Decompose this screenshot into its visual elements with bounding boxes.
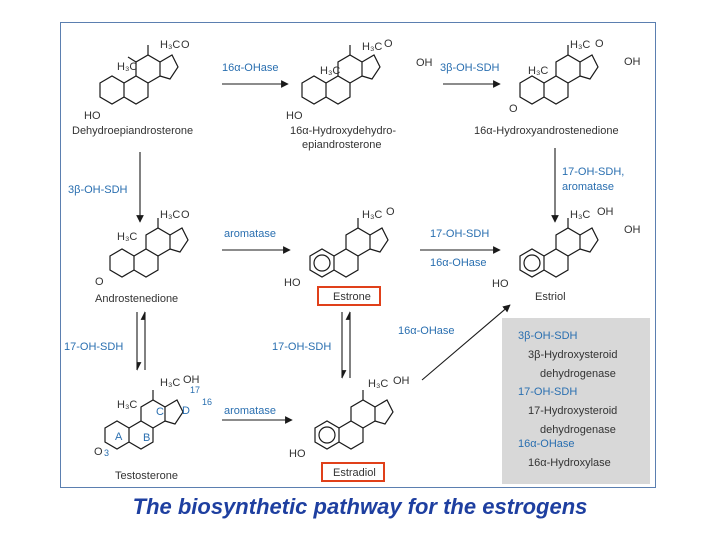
structure-androstenedione xyxy=(110,218,188,277)
enzyme-17-oh-sdh-1: 17-OH-SDH xyxy=(430,228,490,240)
arrow-estradiol-to-estriol xyxy=(422,305,510,380)
andro-keto-17: O xyxy=(181,209,190,221)
structure-estrone xyxy=(310,218,388,277)
testo-keto-3: O xyxy=(94,446,103,458)
enzyme-aromatase-2: aromatase xyxy=(224,405,276,417)
ohdhea-hydroxy-3: HO xyxy=(286,110,303,122)
label-16oh-androstenedione: 16α-Hydroxyandrostenedione xyxy=(474,125,619,137)
ohdhea-keto-17: O xyxy=(384,38,393,50)
enzyme-17-oh-sdh-2: 17-OH-SDH xyxy=(64,341,124,353)
legend-full-3b-oh-sdh-1: 3β-Hydroxysteroid xyxy=(528,349,618,361)
estradiol-hydroxy-17: OH xyxy=(393,375,410,387)
testo-methyl-19: H₃C xyxy=(117,399,138,411)
label-estradiol: Estradiol xyxy=(333,467,376,479)
ohdhea-methyl-19: H₃C xyxy=(320,65,341,77)
label-16oh-dhea-line2: epiandrosterone xyxy=(302,139,382,151)
structure-16oh-dhea xyxy=(302,45,380,104)
ring-label-a: A xyxy=(115,431,123,443)
ohandro-methyl-19: H₃C xyxy=(528,65,549,77)
label-dhea: Dehydroepiandrosterone xyxy=(72,125,194,137)
enzyme-17-oh-sdh-arom-2: aromatase xyxy=(562,181,614,193)
andro-methyl-19: H₃C xyxy=(117,231,138,243)
structure-estriol xyxy=(520,218,598,277)
ring-label-b: B xyxy=(143,432,151,444)
testo-hydroxy-17: OH xyxy=(183,374,200,386)
legend-abbr-16a-ohase: 16α-OHase xyxy=(518,438,575,450)
ohandro-methyl-18: H₃C xyxy=(570,39,591,51)
label-16oh-dhea-line1: 16α-Hydroxydehydro- xyxy=(290,125,397,137)
ring-label-d: D xyxy=(182,405,190,417)
label-testosterone: Testosterone xyxy=(115,470,178,482)
legend-full-16a-ohase: 16α-Hydroxylase xyxy=(528,457,611,469)
legend-full-17-oh-sdh-1: 17-Hydroxysteroid xyxy=(528,405,618,417)
structure-estradiol xyxy=(315,390,393,449)
label-estriol: Estriol xyxy=(535,291,566,303)
estradiol-methyl-18: H₃C xyxy=(368,378,389,390)
position-17: 17 xyxy=(190,385,201,395)
enzyme-16a-ohase-1: 16α-OHase xyxy=(222,62,279,74)
dhea-methyl-18: H₃C xyxy=(160,39,181,51)
andro-methyl-18: H₃C xyxy=(160,209,181,221)
estriol-hydroxy-16: OH xyxy=(624,224,641,236)
label-androstenedione: Androstenedione xyxy=(95,293,179,305)
ring-label-c: C xyxy=(156,406,164,418)
ohandro-keto-3: O xyxy=(509,103,518,115)
estriol-hydroxy-3: HO xyxy=(492,278,509,290)
position-3: 3 xyxy=(104,448,110,458)
andro-keto-3: O xyxy=(95,276,104,288)
structure-dhea xyxy=(100,45,178,104)
estrone-methyl-18: H₃C xyxy=(362,209,383,221)
estrone-hydroxy-3: HO xyxy=(284,277,301,289)
legend-full-3b-oh-sdh-2: dehydrogenase xyxy=(540,368,616,380)
dhea-methyl-19: H₃C xyxy=(117,61,138,73)
testo-methyl-18: H₃C xyxy=(160,377,181,389)
ohandro-hydroxy-16: OH xyxy=(624,56,641,68)
enzyme-16a-ohase-2: 16α-OHase xyxy=(430,257,487,269)
ohdhea-hydroxy-16: OH xyxy=(416,57,433,69)
estriol-hydroxy-17: OH xyxy=(597,206,614,218)
enzyme-3b-oh-sdh-2: 3β-OH-SDH xyxy=(68,184,128,196)
estradiol-hydroxy-3: HO xyxy=(289,448,306,460)
estrone-keto-17: O xyxy=(386,206,395,218)
label-estrone: Estrone xyxy=(333,291,371,303)
figure-caption: The biosynthetic pathway for the estrogens xyxy=(132,494,588,519)
legend-abbr-3b-oh-sdh: 3β-OH-SDH xyxy=(518,330,578,342)
dhea-keto-17: O xyxy=(181,39,190,51)
position-16: 16 xyxy=(202,397,213,407)
legend-full-17-oh-sdh-2: dehydrogenase xyxy=(540,424,616,436)
ohandro-keto-17: O xyxy=(595,38,604,50)
enzyme-aromatase-1: aromatase xyxy=(224,228,276,240)
enzyme-16a-ohase-3: 16α-OHase xyxy=(398,325,455,337)
estriol-methyl-18: H₃C xyxy=(570,209,591,221)
enzyme-17-oh-sdh-3: 17-OH-SDH xyxy=(272,341,332,353)
legend-abbr-17-oh-sdh: 17-OH-SDH xyxy=(518,386,578,398)
ohdhea-methyl-18: H₃C xyxy=(362,41,383,53)
enzyme-3b-oh-sdh-1: 3β-OH-SDH xyxy=(440,62,500,74)
dhea-hydroxy-3: HO xyxy=(84,110,101,122)
enzyme-17-oh-sdh-arom-1: 17-OH-SDH, xyxy=(562,166,625,178)
